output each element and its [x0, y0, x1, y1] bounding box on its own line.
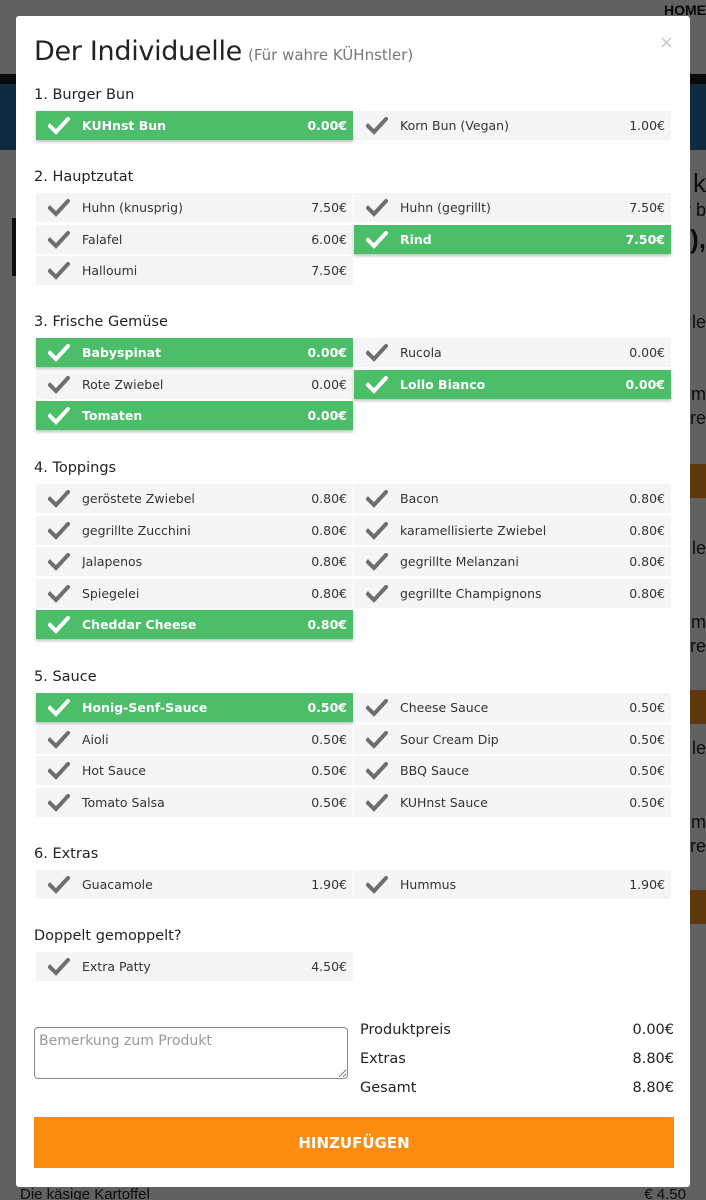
option-item[interactable]	[36, 484, 353, 513]
checkmark-icon	[36, 693, 82, 722]
option-item[interactable]	[36, 256, 353, 285]
option-price: 1.90€	[311, 877, 347, 892]
option-item[interactable]	[36, 338, 353, 367]
option-price: 0.80€	[629, 554, 665, 569]
option-item[interactable]	[36, 111, 353, 140]
option-price: 0.50€	[629, 700, 665, 715]
option-name: Hot Sauce	[82, 763, 147, 778]
section-title: Doppelt gemoppelt?	[34, 928, 182, 944]
option-item[interactable]	[36, 516, 353, 545]
summary-total-row	[360, 1080, 674, 1096]
summary-extras-value: 8.80€	[632, 1051, 674, 1067]
option-name: Rote Zwiebel	[82, 377, 164, 392]
checkmark-icon	[36, 401, 82, 430]
option-name: Cheddar Cheese	[82, 617, 197, 632]
option-price: 0.00€	[307, 345, 347, 360]
checkmark-icon	[354, 484, 400, 513]
option-price: 7.50€	[311, 200, 347, 215]
option-price: 0.00€	[625, 377, 665, 392]
option-price: 0.80€	[629, 491, 665, 506]
option-item[interactable]	[354, 870, 671, 899]
option-item[interactable]	[36, 370, 353, 399]
option-item[interactable]	[36, 870, 353, 899]
option-name: geröstete Zwiebel	[82, 491, 195, 506]
option-item[interactable]	[36, 725, 353, 754]
option-price: 0.80€	[311, 554, 347, 569]
option-name: karamellisierte Zwiebel	[400, 523, 547, 538]
checkmark-icon	[36, 952, 82, 981]
option-name: Korn Bun (Vegan)	[400, 118, 509, 133]
summary-total-label: Gesamt	[360, 1080, 417, 1096]
checkmark-icon	[354, 193, 400, 222]
option-price: 1.00€	[629, 118, 665, 133]
summary-total-value: 8.80€	[632, 1080, 674, 1096]
option-price: 0.50€	[311, 795, 347, 810]
option-item[interactable]	[36, 579, 353, 608]
checkmark-icon	[354, 338, 400, 367]
option-item[interactable]	[354, 693, 671, 722]
close-button[interactable]: ×	[658, 32, 674, 53]
checkmark-icon	[36, 484, 82, 513]
option-price: 7.50€	[629, 200, 665, 215]
option-name: Spiegelei	[82, 586, 140, 601]
option-item[interactable]	[36, 610, 353, 639]
option-name: gegrillte Champignons	[400, 586, 542, 601]
option-price: 0.80€	[307, 617, 347, 632]
option-price: 0.80€	[629, 586, 665, 601]
section-title: 2. Hauptzutat	[34, 169, 134, 185]
option-name: Hummus	[400, 877, 457, 892]
option-price: 0.00€	[629, 345, 665, 360]
checkmark-icon	[354, 788, 400, 817]
checkmark-icon	[36, 579, 82, 608]
section-title: 1. Burger Bun	[34, 87, 135, 103]
checkmark-icon	[354, 579, 400, 608]
option-price: 0.50€	[629, 732, 665, 747]
summary-product-row	[360, 1022, 674, 1038]
option-item[interactable]	[36, 952, 353, 981]
option-name: Extra Patty	[82, 959, 151, 974]
checkmark-icon	[354, 547, 400, 576]
summary-extras-label: Extras	[360, 1051, 406, 1067]
option-item[interactable]	[354, 225, 671, 254]
option-name: BBQ Sauce	[400, 763, 470, 778]
option-price: 0.50€	[629, 763, 665, 778]
option-name: Jalapenos	[82, 554, 143, 569]
option-item[interactable]	[354, 111, 671, 140]
option-name: Aioli	[82, 732, 109, 747]
option-item[interactable]	[36, 225, 353, 254]
option-name: Huhn (gegrillt)	[400, 200, 491, 215]
option-item[interactable]	[354, 788, 671, 817]
checkmark-icon	[36, 111, 82, 140]
modal-title: Der Individuelle	[34, 36, 242, 67]
option-item[interactable]	[354, 725, 671, 754]
option-name: Bacon	[400, 491, 439, 506]
checkmark-icon	[354, 725, 400, 754]
option-item[interactable]	[354, 193, 671, 222]
section-title: 5. Sauce	[34, 669, 97, 685]
option-name: Tomaten	[82, 408, 143, 423]
option-item[interactable]	[36, 693, 353, 722]
option-name: Cheese Sauce	[400, 700, 489, 715]
option-name: Lollo Bianco	[400, 377, 486, 392]
option-item[interactable]	[36, 756, 353, 785]
option-item[interactable]	[36, 788, 353, 817]
option-price: 0.80€	[311, 586, 347, 601]
option-price: 0.00€	[311, 377, 347, 392]
option-name: Honig-Senf-Sauce	[82, 700, 208, 715]
checkmark-icon	[36, 256, 82, 285]
checkmark-icon	[354, 225, 400, 254]
option-item[interactable]	[354, 547, 671, 576]
summary-product-value: 0.00€	[632, 1022, 674, 1038]
checkmark-icon	[354, 870, 400, 899]
option-item[interactable]	[354, 579, 671, 608]
option-item[interactable]	[354, 484, 671, 513]
section-title: 4. Toppings	[34, 460, 117, 476]
option-item[interactable]	[354, 370, 671, 399]
modal-subtitle: (Für wahre KÜHnstler)	[247, 46, 414, 64]
add-to-cart-button[interactable]: HINZUFÜGEN	[34, 1117, 674, 1168]
option-name: Rucola	[400, 345, 442, 360]
option-name: gegrillte Melanzani	[400, 554, 519, 569]
checkmark-icon	[36, 610, 82, 639]
checkmark-icon	[36, 370, 82, 399]
option-item[interactable]	[36, 547, 353, 576]
option-name: KUHnst Sauce	[400, 795, 488, 810]
option-price: 0.50€	[311, 763, 347, 778]
option-name: Halloumi	[82, 263, 138, 278]
checkmark-icon	[36, 788, 82, 817]
option-item[interactable]	[354, 516, 671, 545]
option-name: Sour Cream Dip	[400, 732, 499, 747]
option-price: 0.80€	[311, 523, 347, 538]
option-item[interactable]	[36, 401, 353, 430]
checkmark-icon	[354, 693, 400, 722]
option-price: 7.50€	[311, 263, 347, 278]
option-price: 4.50€	[311, 959, 347, 974]
summary-product-label: Produktpreis	[360, 1022, 451, 1038]
checkmark-icon	[36, 547, 82, 576]
option-price: 0.00€	[307, 408, 347, 423]
checkmark-icon	[354, 516, 400, 545]
option-name: Tomato Salsa	[82, 795, 165, 810]
checkmark-icon	[36, 756, 82, 785]
option-name: Rind	[400, 232, 432, 247]
option-price: 0.50€	[629, 795, 665, 810]
checkmark-icon	[36, 338, 82, 367]
checkmark-icon	[36, 725, 82, 754]
option-item[interactable]	[36, 193, 353, 222]
checkmark-icon	[36, 225, 82, 254]
checkmark-icon	[36, 516, 82, 545]
section-title: 3. Frische Gemüse	[34, 314, 168, 330]
option-price: 0.50€	[311, 732, 347, 747]
option-price: 0.00€	[307, 118, 347, 133]
modal-header	[34, 36, 413, 67]
option-name: Falafel	[82, 232, 123, 247]
checkmark-icon	[354, 756, 400, 785]
section-title: 6. Extras	[34, 846, 99, 862]
option-item[interactable]	[354, 756, 671, 785]
option-price: 0.50€	[307, 700, 347, 715]
option-price: 6.00€	[311, 232, 347, 247]
option-name: KUHnst Bun	[82, 118, 167, 133]
option-name: gegrillte Zucchini	[82, 523, 191, 538]
option-name: Babyspinat	[82, 345, 162, 360]
option-price: 0.80€	[629, 523, 665, 538]
option-price: 7.50€	[625, 232, 665, 247]
option-name: Huhn (knusprig)	[82, 200, 183, 215]
checkmark-icon	[354, 370, 400, 399]
option-price: 0.80€	[311, 491, 347, 506]
checkmark-icon	[354, 111, 400, 140]
product-modal	[16, 16, 690, 1187]
remark-textarea[interactable]	[34, 1027, 348, 1079]
option-name: Guacamole	[82, 877, 153, 892]
option-price: 1.90€	[629, 877, 665, 892]
checkmark-icon	[36, 193, 82, 222]
summary-extras-row	[360, 1051, 674, 1067]
checkmark-icon	[36, 870, 82, 899]
option-item[interactable]	[354, 338, 671, 367]
